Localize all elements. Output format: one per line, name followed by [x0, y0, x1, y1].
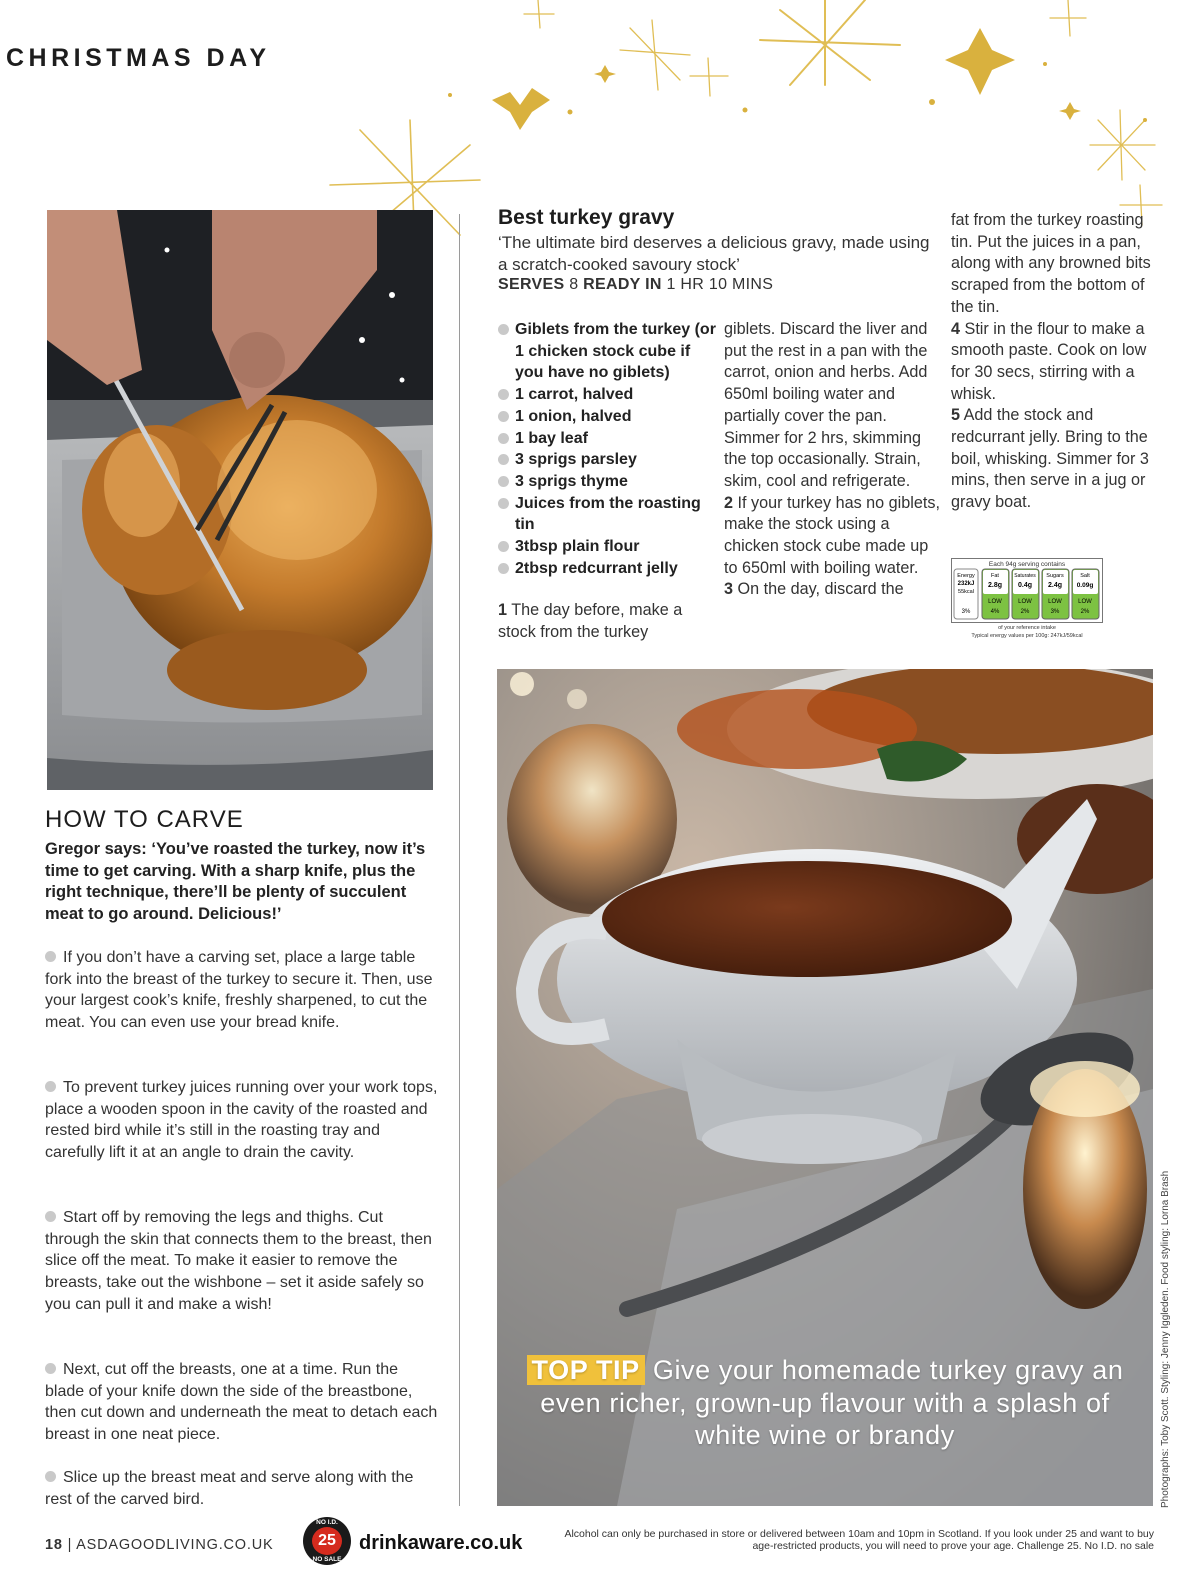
top-tip-text: Give your homemade turkey gravy an even richer, grown-up flavour with a splash of white wine or brandy — [540, 1355, 1124, 1450]
svg-text:LOW: LOW — [988, 599, 1002, 605]
bullet-dot-icon — [498, 433, 509, 444]
legal-notice: Alcohol can only be purchased in store or delivered between 10am and 10pm in Scotland. If you look under 25 and want to buy age-restricted products, you will need to prove your age. Challenge 25. No I.D. no sale — [564, 1528, 1154, 1552]
svg-text:3%: 3% — [1050, 609, 1060, 615]
method-column-2: giblets. Discard the liver and put the rest in a pan with the carrot, onion and herbs. Add 650ml boiling water and partially cover the pan. Simmer for 2 hrs, skimming the top occasionally. Strain, skim, cool and refrigerate. 2 If your turkey has no giblets, make the stock using a chicken stock cube made up to 650ml with boiling water. 3 On the day, discard the — [724, 320, 940, 599]
carve-tip: If you don’t have a carving set, place a large table fork into the breast of the turkey to secure it. Then, use your largest cook’s knife, freshly sharpened, to cut the meat. You can even use your bread knife. — [45, 949, 433, 1032]
bullet-dot-icon — [498, 389, 509, 400]
svg-text:0.4g: 0.4g — [1017, 582, 1033, 589]
bullet-dot-icon — [498, 476, 509, 487]
bullet-dot-icon — [498, 454, 509, 465]
bullet-dot-icon — [45, 951, 56, 962]
ingredient-item: 1 onion, halved — [498, 406, 718, 428]
carve-intro-quote: Gregor says: ‘You’ve roasted the turkey, now it’s time to get carving. With a sharp knife, plus the right technique, there’ll be plenty of succulent meat to go around. Delicious!’ — [45, 840, 426, 924]
bullet-dot-icon — [45, 1081, 56, 1092]
svg-text:232kJ: 232kJ — [957, 581, 975, 587]
svg-text:2%: 2% — [1080, 609, 1090, 615]
method-step-4: Stir in the flour to make a smooth paste. Cook on low for 30 secs, stirring with a whisk. — [951, 319, 1147, 403]
how-to-carve-title: HOW TO CARVE — [45, 806, 244, 833]
column-divider — [459, 214, 460, 1506]
bullet-dot-icon — [45, 1211, 56, 1222]
recipe-title: Best turkey gravy — [498, 206, 675, 229]
nutrition-header: Each 94g serving contains — [988, 561, 1066, 568]
svg-text:4%: 4% — [990, 609, 1000, 615]
bullet-dot-icon — [498, 324, 509, 335]
carve-tip: Next, cut off the breasts, one at a time. Run the blade of your knife down the side of the breastbone, then cut down and underneath the meat to detach each breast in one neat piece. — [45, 1361, 438, 1444]
svg-text:LOW: LOW — [1048, 599, 1062, 605]
svg-text:LOW: LOW — [1018, 599, 1032, 605]
carve-tip: Start off by removing the legs and thighs. Cut through the skin that connects them to the breast, then slice off the meat. To make it easier to remove the breasts, take out the wishbone – set it aside safely so you can pull it and make a wish! — [45, 1209, 432, 1313]
bullet-dot-icon — [498, 411, 509, 422]
nutrition-salt-cell — [1072, 569, 1099, 619]
method-step-3-cont: fat from the turkey roasting tin. Put the juices in a pan, along with any browned bits scraped from the bottom of the tin. — [951, 211, 1151, 316]
method-step-2: If your turkey has no giblets, make the stock using a chicken stock cube made up to 650ml with boiling water. — [724, 493, 940, 577]
nutrition-energy-cell — [954, 569, 978, 619]
svg-text:Saturates: Saturates — [1014, 573, 1036, 579]
ingredient-item: 3 sprigs thyme — [498, 471, 718, 493]
nutrition-saturates-cell — [1012, 569, 1039, 619]
page-footer: 18 | ASDAGOODLIVING.CO.UK — [45, 1537, 274, 1553]
method-step-5: Add the stock and redcurrant jelly. Bring to the boil, whisking. Simmer for 3 mins, then serve in a jug or gravy boat. — [951, 406, 1149, 512]
svg-text:2.8g: 2.8g — [987, 582, 1003, 589]
nutrition-fat-cell — [982, 569, 1009, 619]
ingredient-item: 1 carrot, halved — [498, 384, 718, 406]
top-tip-box — [520, 1354, 1130, 1452]
photo-credits: Photographs: Toby Scott. Styling: Jenny Iggleden. Food styling: Lorna Brash — [1160, 1170, 1171, 1508]
svg-text:0.09g: 0.09g — [1076, 582, 1094, 589]
carve-tip: Slice up the breast meat and serve along with the rest of the carved bird. — [45, 1469, 414, 1508]
bullet-dot-icon — [498, 541, 509, 552]
svg-text:2%: 2% — [1020, 609, 1030, 615]
carve-tip: To prevent turkey juices running over your work tops, place a wooden spoon in the cavity of the roasted and rested bird while it’s still in the roasting tray and carefully lift it at an angle to drain the cavity. — [45, 1079, 438, 1162]
method-step-1-cont: giblets. Discard the liver and put the rest in a pan with the carrot, onion and herbs. Add 650ml boiling water and partially cover the pan. Simmer for 2 hrs, skimming the top occasionally. Strain, skim, cool and refrigerate. — [724, 320, 928, 490]
method-step-3-start: On the day, discard the — [737, 580, 904, 599]
method-step-1-start: 1 The day before, make a stock from the turkey — [498, 601, 683, 641]
turkey-carving-photo — [47, 210, 433, 790]
section-title: CHRISTMAS DAY — [6, 44, 271, 72]
svg-text:Salt: Salt — [1080, 573, 1090, 579]
nutrition-ri-note: of your reference intake — [998, 625, 1056, 631]
footer-site: ASDAGOODLIVING.CO.UK — [76, 1537, 274, 1553]
ingredients-list — [498, 319, 718, 579]
recipe-meta: SERVES 8 READY IN 1 HR 10 MINS — [498, 276, 774, 293]
svg-text:Energy: Energy — [957, 573, 975, 579]
recipe-description: ‘The ultimate bird deserves a delicious gravy, made using a scratch-cooked savoury stock’ — [498, 233, 930, 274]
svg-text:Sugars: Sugars — [1046, 573, 1064, 579]
svg-text:Fat: Fat — [991, 573, 999, 579]
ingredient-item: 2tbsp redcurrant jelly — [498, 558, 718, 580]
bullet-dot-icon — [45, 1363, 56, 1374]
svg-text:2.4g: 2.4g — [1047, 582, 1063, 589]
bullet-dot-icon — [498, 563, 509, 574]
svg-text:55kcal: 55kcal — [958, 589, 974, 595]
svg-text:3%: 3% — [961, 609, 971, 615]
bullet-dot-icon — [45, 1471, 56, 1482]
page-number: 18 — [45, 1537, 63, 1553]
nutrition-sugars-cell — [1042, 569, 1069, 619]
ingredient-item: 3 sprigs parsley — [498, 449, 718, 471]
ingredient-item: Juices from the roasting tin — [498, 493, 718, 536]
ingredient-item: 1 bay leaf — [498, 428, 718, 450]
svg-text:LOW: LOW — [1078, 599, 1092, 605]
drinkaware-link[interactable]: drinkaware.co.uk — [359, 1532, 523, 1554]
bullet-dot-icon — [498, 498, 509, 509]
nutrition-typical: Typical energy values per 100g: 247kJ/59kcal — [971, 633, 1083, 639]
top-tip-label: TOP TIP — [527, 1355, 645, 1385]
ingredient-item: 3tbsp plain flour — [498, 536, 718, 558]
method-column-3: fat from the turkey roasting tin. Put the juices in a pan, along with any browned bits scraped from the bottom of the tin. 4 Stir in the flour to make a smooth paste. Cook on low for 30 secs, stirring with a whisk. 5 Add the stock and redcurrant jelly. Bring to the boil, whisking. Simmer for 3 mins, then serve in a jug or gravy boat. — [951, 211, 1151, 512]
challenge-25-badge: NO I.D. 25 NO SALE — [303, 1517, 351, 1565]
nutrition-label — [951, 558, 1103, 640]
ingredient-item: Giblets from the turkey (or 1 chicken stock cube if you have no giblets) — [498, 319, 718, 384]
